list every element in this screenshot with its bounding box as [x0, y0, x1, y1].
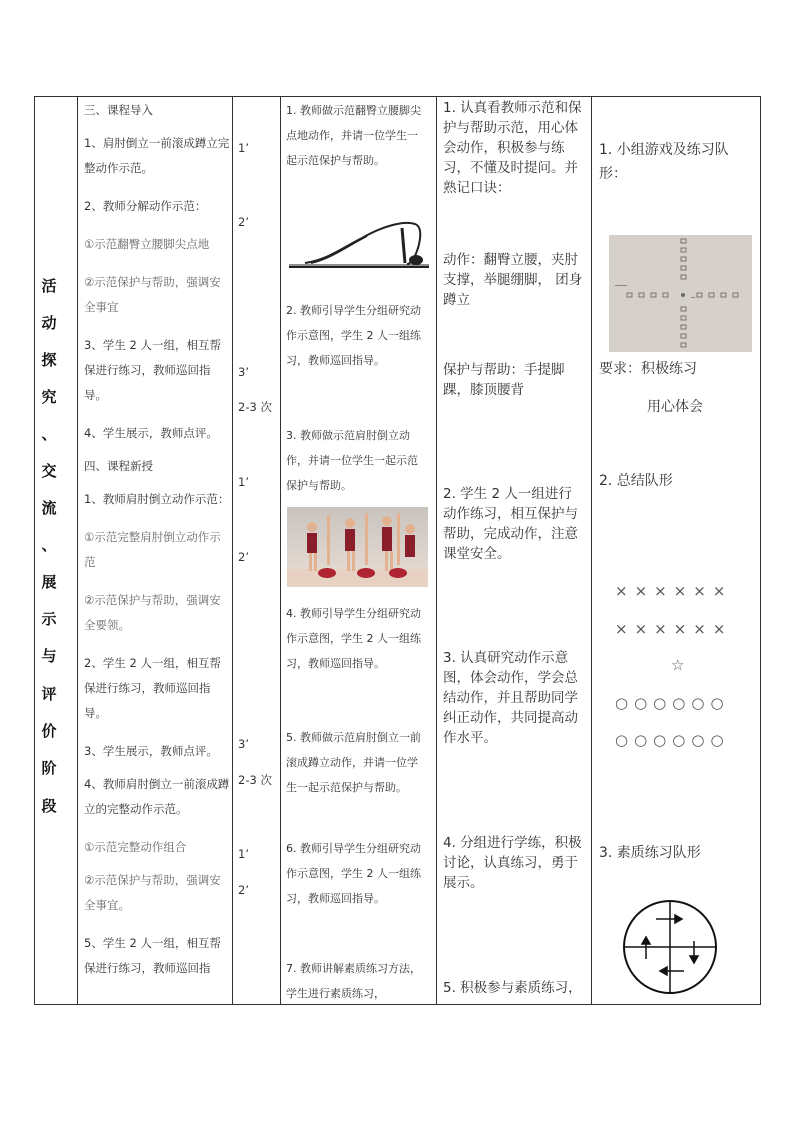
stage-char: 流 [41, 499, 57, 517]
student-activity [443, 833, 585, 893]
teacher-activity [286, 98, 424, 173]
student-activity [443, 98, 585, 198]
column-divider [77, 96, 78, 1005]
teacher-activity-text: 7. 教师讲解素质练习方法，学生进行素质练习， [286, 962, 421, 1000]
student-activity-text: 1. 认真看教师示范和保护与帮助示范，用心体会动作，积极参与练习，不懂及时提问。并熟记口诀： [443, 100, 582, 196]
time-value: 2’ [238, 883, 249, 897]
student-activity [443, 360, 585, 400]
requirement-1: 要求：积极练习 [599, 361, 697, 377]
teacher-activity [286, 956, 424, 1006]
teacher-activity-text: 6. 教师引导学生分组研究动作示意图，学生 2 人一组练习，教师巡回指导。 [286, 842, 421, 905]
stage-char: 究 [41, 388, 57, 406]
teacher-activity-text: 3. 教师做示范肩肘倒立动作，并请一位学生一起示范保护与帮助。 [286, 429, 418, 492]
time-value: 2-3 次 [238, 400, 272, 414]
teacher-activity [286, 423, 424, 498]
column-divider [280, 96, 281, 1005]
section-heading: 三、课程导入 [84, 103, 153, 117]
section-heading: 四、课程新授 [84, 459, 153, 473]
time-value: 1’ [238, 475, 249, 489]
teacher-activity [286, 601, 424, 676]
content-item: 5、学生 2 人一组，相互帮保进行练习，教师巡回指 [84, 936, 221, 975]
time-value: 3’ [238, 365, 249, 379]
time-value: 1’ [238, 141, 249, 155]
stage-char: 评 [41, 685, 57, 703]
formation-item-2: 2. 总结队形 [599, 473, 673, 489]
teacher-activity [286, 298, 424, 373]
student-activity-text: 3. 认真研究动作示意图，体会动作，学会总结动作，并且帮助同学纠正动作，共同提高动作水平。 [443, 650, 578, 746]
formation-item-1: 1. 小组游戏及练习队形： [599, 142, 729, 182]
content-item: 3、学生展示，教师点评。 [84, 744, 218, 758]
column-divider [232, 96, 233, 1005]
content-item: 3、学生 2 人一组，相互帮保进行练习，教师巡回指导。 [84, 338, 221, 402]
content-item: ②示范保护与帮助，强调安全事宜。 [84, 873, 221, 912]
student-activity [443, 250, 585, 310]
column-divider [436, 96, 437, 1005]
student-activity-text: 2. 学生 2 人一组进行动作练习，相互保护与帮助，完成动作，注意课堂安全。 [443, 486, 578, 562]
formation-item-3: 3. 素质练习队形 [599, 845, 701, 861]
teacher-activity-text: 1. 教师做示范翻臀立腰脚尖点地动作，并请一位学生一起示范保护与帮助。 [286, 104, 421, 167]
stage-char: 交 [41, 462, 57, 480]
circle-row: ○○○○○○ [615, 694, 730, 712]
teacher-activity-text: 5. 教师做示范肩肘倒立一前滚成蹲立动作，并请一位学生一起示范保护与帮助。 [286, 731, 421, 794]
circuit-formation-diagram [622, 897, 720, 997]
content-column [84, 98, 230, 994]
stage-char: 活 [41, 277, 57, 295]
time-value: 2’ [238, 215, 249, 229]
teacher-activity [286, 725, 424, 800]
content-item: ①示范完整肩肘倒立动作示范 [84, 530, 221, 569]
time-value: 2’ [238, 550, 249, 564]
requirement-2: 用心体会 [647, 399, 703, 415]
stage-char: 段 [41, 797, 57, 815]
content-item: 1、教师肩肘倒立动作示范： [84, 492, 230, 506]
content-item: ②示范保护与帮助，强调安全事宜 [84, 275, 221, 314]
time-value: 1’ [238, 847, 249, 861]
content-item: ①示范完整动作组合 [84, 840, 187, 854]
content-item: 4、教师肩肘倒立一前滚成蹲立的完整动作示范。 [84, 777, 230, 816]
stage-char: 、 [41, 536, 57, 554]
circle-row: ○○○○○○ [615, 731, 730, 749]
stage-char: 价 [41, 722, 57, 740]
stage-char: 展 [41, 573, 57, 591]
content-item: ②示范保护与帮助，强调安全要领。 [84, 593, 221, 632]
content-item: 1、肩肘倒立一前滚成蹲立完整动作示范。 [84, 136, 230, 175]
time-value: 3’ [238, 737, 249, 751]
stage-char: 、 [41, 425, 57, 443]
formation-photo [609, 235, 752, 352]
student-activity [443, 484, 585, 564]
stage-char: 动 [41, 314, 57, 332]
plough-pose-figure [287, 216, 431, 272]
content-item: 4、学生展示，教师点评。 [84, 426, 218, 440]
cross-row: ×××××× [615, 620, 733, 638]
stage-char: 探 [41, 351, 57, 369]
time-value: 2-3 次 [238, 773, 272, 787]
student-activity-text: 动作：翻臀立腰，夹肘支撑，举腿绷脚， 团身蹲立 [443, 252, 583, 308]
student-activity [443, 978, 585, 998]
stage-char: 与 [41, 647, 57, 665]
content-item: ①示范翻臀立腰脚尖点地 [84, 237, 210, 251]
student-activity-text: 5. 积极参与素质练习， [443, 980, 582, 996]
teacher-activity-text: 4. 教师引导学生分组研究动作示意图，学生 2 人一组练习，教师巡回指导。 [286, 607, 421, 670]
stage-char: 阶 [41, 759, 57, 777]
column-divider [591, 96, 592, 1005]
stage-char: 示 [41, 610, 57, 628]
teacher-activity-text: 2. 教师引导学生分组研究动作示意图，学生 2 人一组练习，教师巡回指导。 [286, 304, 421, 367]
content-item: 2、学生 2 人一组，相互帮保进行练习，教师巡回指导。 [84, 656, 221, 720]
cross-row: ×××××× [615, 582, 733, 600]
teacher-activity [286, 836, 424, 911]
student-activity [443, 648, 585, 748]
student-activity-text: 4. 分组进行学练，积极讨论，认真练习，勇于展示。 [443, 835, 582, 891]
teacher-star: ☆ [671, 656, 685, 674]
shoulder-stand-photo [287, 507, 428, 587]
student-activity-text: 保护与帮助：手提脚踝，膝顶腰背 [443, 362, 565, 398]
content-item: 2、教师分解动作示范： [84, 199, 207, 213]
